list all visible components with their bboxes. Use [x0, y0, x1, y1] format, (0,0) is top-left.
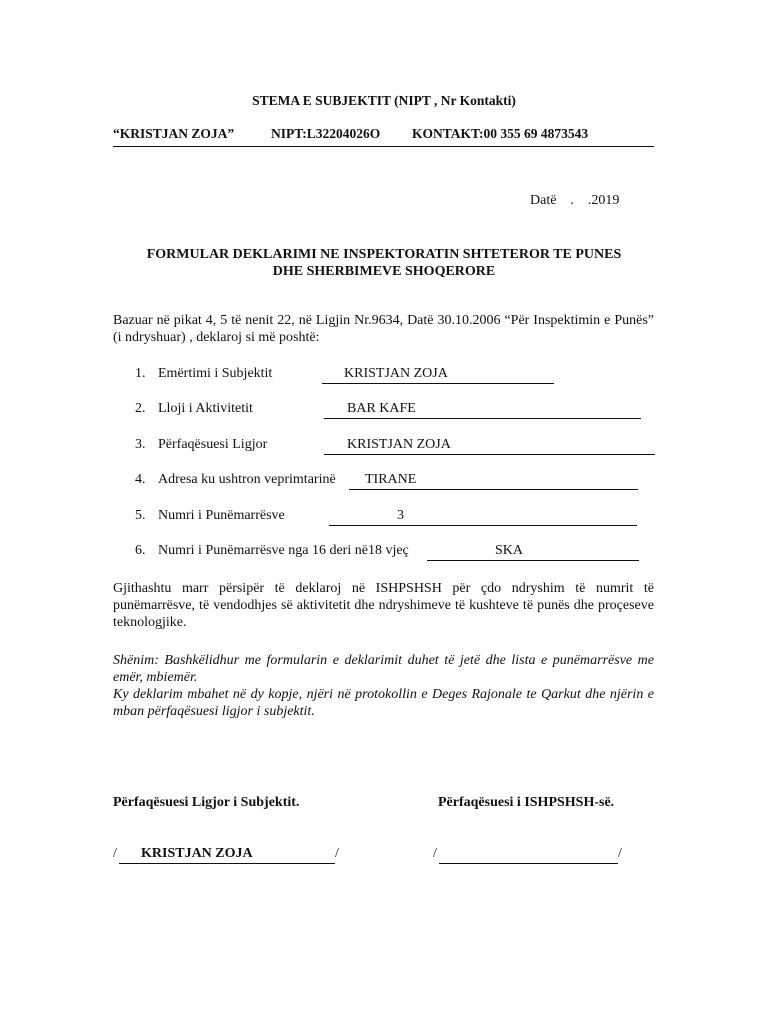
commitment-paragraph: Gjithashtu marr përsipër të deklaroj në ISHPSHSH për çdo ndryshim të numrit të punëmarrësve, të vendodhjes së aktivitetit dhe ndryshimeve të kushteve të punës dhe proçeseve teknologjike.: [113, 581, 654, 630]
item-field: [427, 543, 639, 561]
item-number: 4.: [135, 472, 146, 487]
company-name: “KRISTJAN ZOJA”: [113, 126, 235, 141]
item-label: Adresa ku ushtron veprimtarinë: [158, 472, 336, 487]
legal-representative-signature-line: [113, 846, 341, 864]
item-value: 3: [397, 508, 404, 523]
item-number: 6.: [135, 543, 146, 558]
slash-left: /: [433, 846, 437, 861]
signature-blank: [439, 846, 618, 864]
item-number: 2.: [135, 401, 146, 416]
item-value: KRISTJAN ZOJA: [344, 366, 448, 381]
item-value: SKA: [495, 543, 524, 558]
ishpshsh-representative-label: Përfaqësuesi i ISHPSHSH-së.: [438, 795, 615, 810]
item-field: [322, 366, 554, 384]
item-label: Numri i Punëmarrësve nga 16 deri në18 vjeç: [158, 543, 409, 558]
item-field: [324, 437, 655, 455]
note-paragraph: [113, 652, 654, 720]
legal-representative-name: KRISTJAN ZOJA: [141, 846, 253, 861]
item-value: KRISTJAN ZOJA: [347, 437, 451, 452]
item-number: 5.: [135, 508, 146, 523]
document-date: Datë . .2019: [530, 193, 620, 208]
slash-right: /: [335, 846, 339, 861]
subject-info-line: [113, 126, 654, 147]
slash-left: /: [113, 846, 117, 861]
note-line-1: Shënim: Bashkëlidhur me formularin e deklarimit duhet të jetë dhe lista e punëmarrësve me emër, mbiemër.: [113, 653, 654, 685]
item-label: Lloji i Aktivitetit: [158, 401, 253, 416]
item-label: Numri i Punëmarrësve: [158, 508, 285, 523]
item-field: [329, 508, 637, 526]
item-number: 1.: [135, 366, 146, 381]
ishpshsh-representative-signature-line: [433, 846, 625, 864]
item-label: Emërtimi i Subjektit: [158, 366, 273, 381]
nipt-number: NIPT:L32204026O: [271, 126, 381, 141]
item-value: BAR KAFE: [347, 401, 416, 416]
form-title: [0, 246, 768, 280]
subject-emblem-title: STEMA E SUBJEKTIT (NIPT , Nr Kontakti): [252, 93, 516, 108]
intro-paragraph: Bazuar në pikat 4, 5 të nenit 22, në Ligjin Nr.9634, Datë 30.10.2006 “Për Inspektimin e Punës” (i ndryshuar) , deklaroj si më poshtë:: [113, 313, 654, 345]
slash-right: /: [618, 846, 622, 861]
item-label: Përfaqësuesi Ligjor: [158, 437, 268, 452]
item-field: [324, 401, 641, 419]
form-title-line-1: FORMULAR DEKLARIMI NE INSPEKTORATIN SHTETEROR TE PUNES: [146, 247, 622, 262]
note-line-2: Ky deklarim mbahet në dy kopje, njëri në protokollin e Deges Rajonale te Qarkut dhe njërin e mban përfaqësuesi ligjor i subjektit.: [113, 687, 654, 719]
legal-representative-label: Përfaqësuesi Ligjor i Subjektit.: [113, 795, 300, 810]
item-field: [349, 472, 638, 490]
item-value: TIRANE: [365, 472, 417, 487]
form-title-line-2: DHE SHERBIMEVE SHOQERORE: [272, 264, 496, 279]
contact-number: KONTAKT:00 355 69 4873543: [412, 126, 589, 141]
item-number: 3.: [135, 437, 146, 452]
